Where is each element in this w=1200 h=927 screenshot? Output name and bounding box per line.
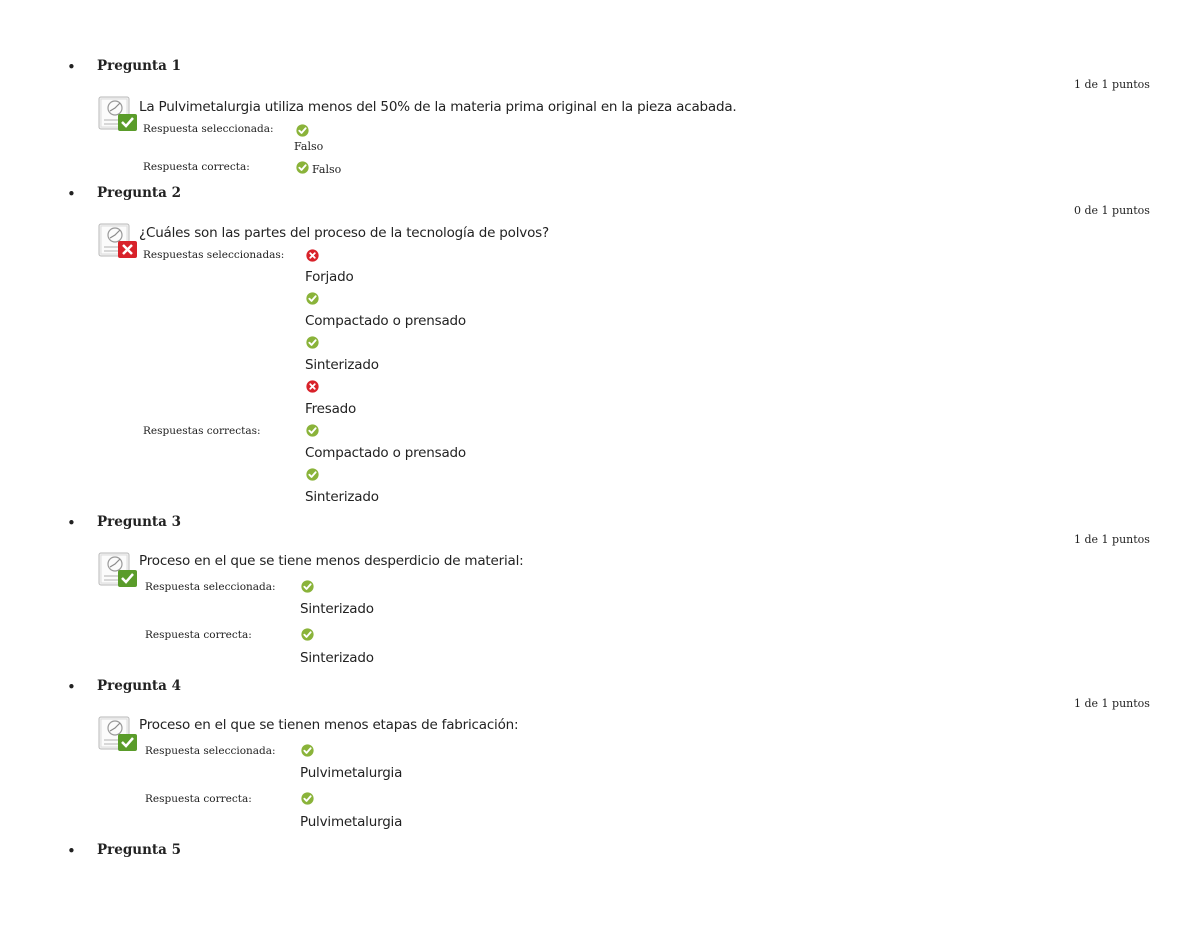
check-icon [301,744,314,757]
selected-answer-label: Respuesta seleccionada: [145,745,276,757]
selected-answer: Sinterizado [300,601,374,617]
question-title: Pregunta 5 [97,842,181,858]
bullet: • [67,185,76,203]
correct-answer-label: Respuesta correcta: [145,629,252,641]
check-icon [306,424,319,437]
correct-answer: Pulvimetalurgia [300,814,403,830]
bullet: • [67,842,76,860]
correct-answer-label: Respuesta correcta: [145,793,252,805]
correct-answer: Sinterizado [305,489,379,505]
question-title: Pregunta 1 [97,58,181,74]
selected-answer-label: Respuesta seleccionada: [143,123,274,135]
check-icon [306,292,319,305]
question-text: La Pulvimetalurgia utiliza menos del 50% de la materia prima original en la pieza acabada. [139,99,737,115]
correct-answers-label: Respuestas correctas: [143,425,261,437]
check-icon [296,161,309,174]
selected-answer-label: Respuesta seleccionada: [145,581,276,593]
correct-answer-label: Respuesta correcta: [143,161,250,173]
check-icon [301,580,314,593]
score: 0 de 1 puntos [1074,204,1150,217]
question-title: Pregunta 3 [97,514,181,530]
question-text: Proceso en el que se tiene menos desperdicio de material: [139,553,524,569]
check-icon [301,628,314,641]
correct-answer: Falso [312,163,342,176]
cross-icon [306,249,319,262]
score: 1 de 1 puntos [1074,78,1150,91]
question-text: Proceso en el que se tienen menos etapas de fabricación: [139,717,519,733]
check-icon [296,124,309,137]
question-title: Pregunta 2 [97,185,181,201]
correct-answer: Compactado o prensado [305,445,466,461]
correct-answer: Sinterizado [300,650,374,666]
selected-answer: Compactado o prensado [305,313,466,329]
question-title: Pregunta 4 [97,678,181,694]
cross-icon [306,380,319,393]
selected-answer: Forjado [305,269,354,285]
question-incorrect-icon [98,223,138,261]
question-correct-icon [98,96,138,134]
score: 1 de 1 puntos [1074,533,1150,546]
check-icon [306,336,319,349]
selected-answer: Pulvimetalurgia [300,765,403,781]
bullet: • [67,514,76,532]
question-correct-icon [98,716,138,754]
check-icon [306,468,319,481]
check-icon [301,792,314,805]
question-correct-icon [98,552,138,590]
bullet: • [67,678,76,696]
bullet: • [67,58,76,76]
score: 1 de 1 puntos [1074,697,1150,710]
selected-answer: Falso [294,140,324,153]
selected-answer: Fresado [305,401,357,417]
question-text: ¿Cuáles son las partes del proceso de la tecnología de polvos? [139,225,549,241]
selected-answers-label: Respuestas seleccionadas: [143,249,285,261]
selected-answer: Sinterizado [305,357,379,373]
